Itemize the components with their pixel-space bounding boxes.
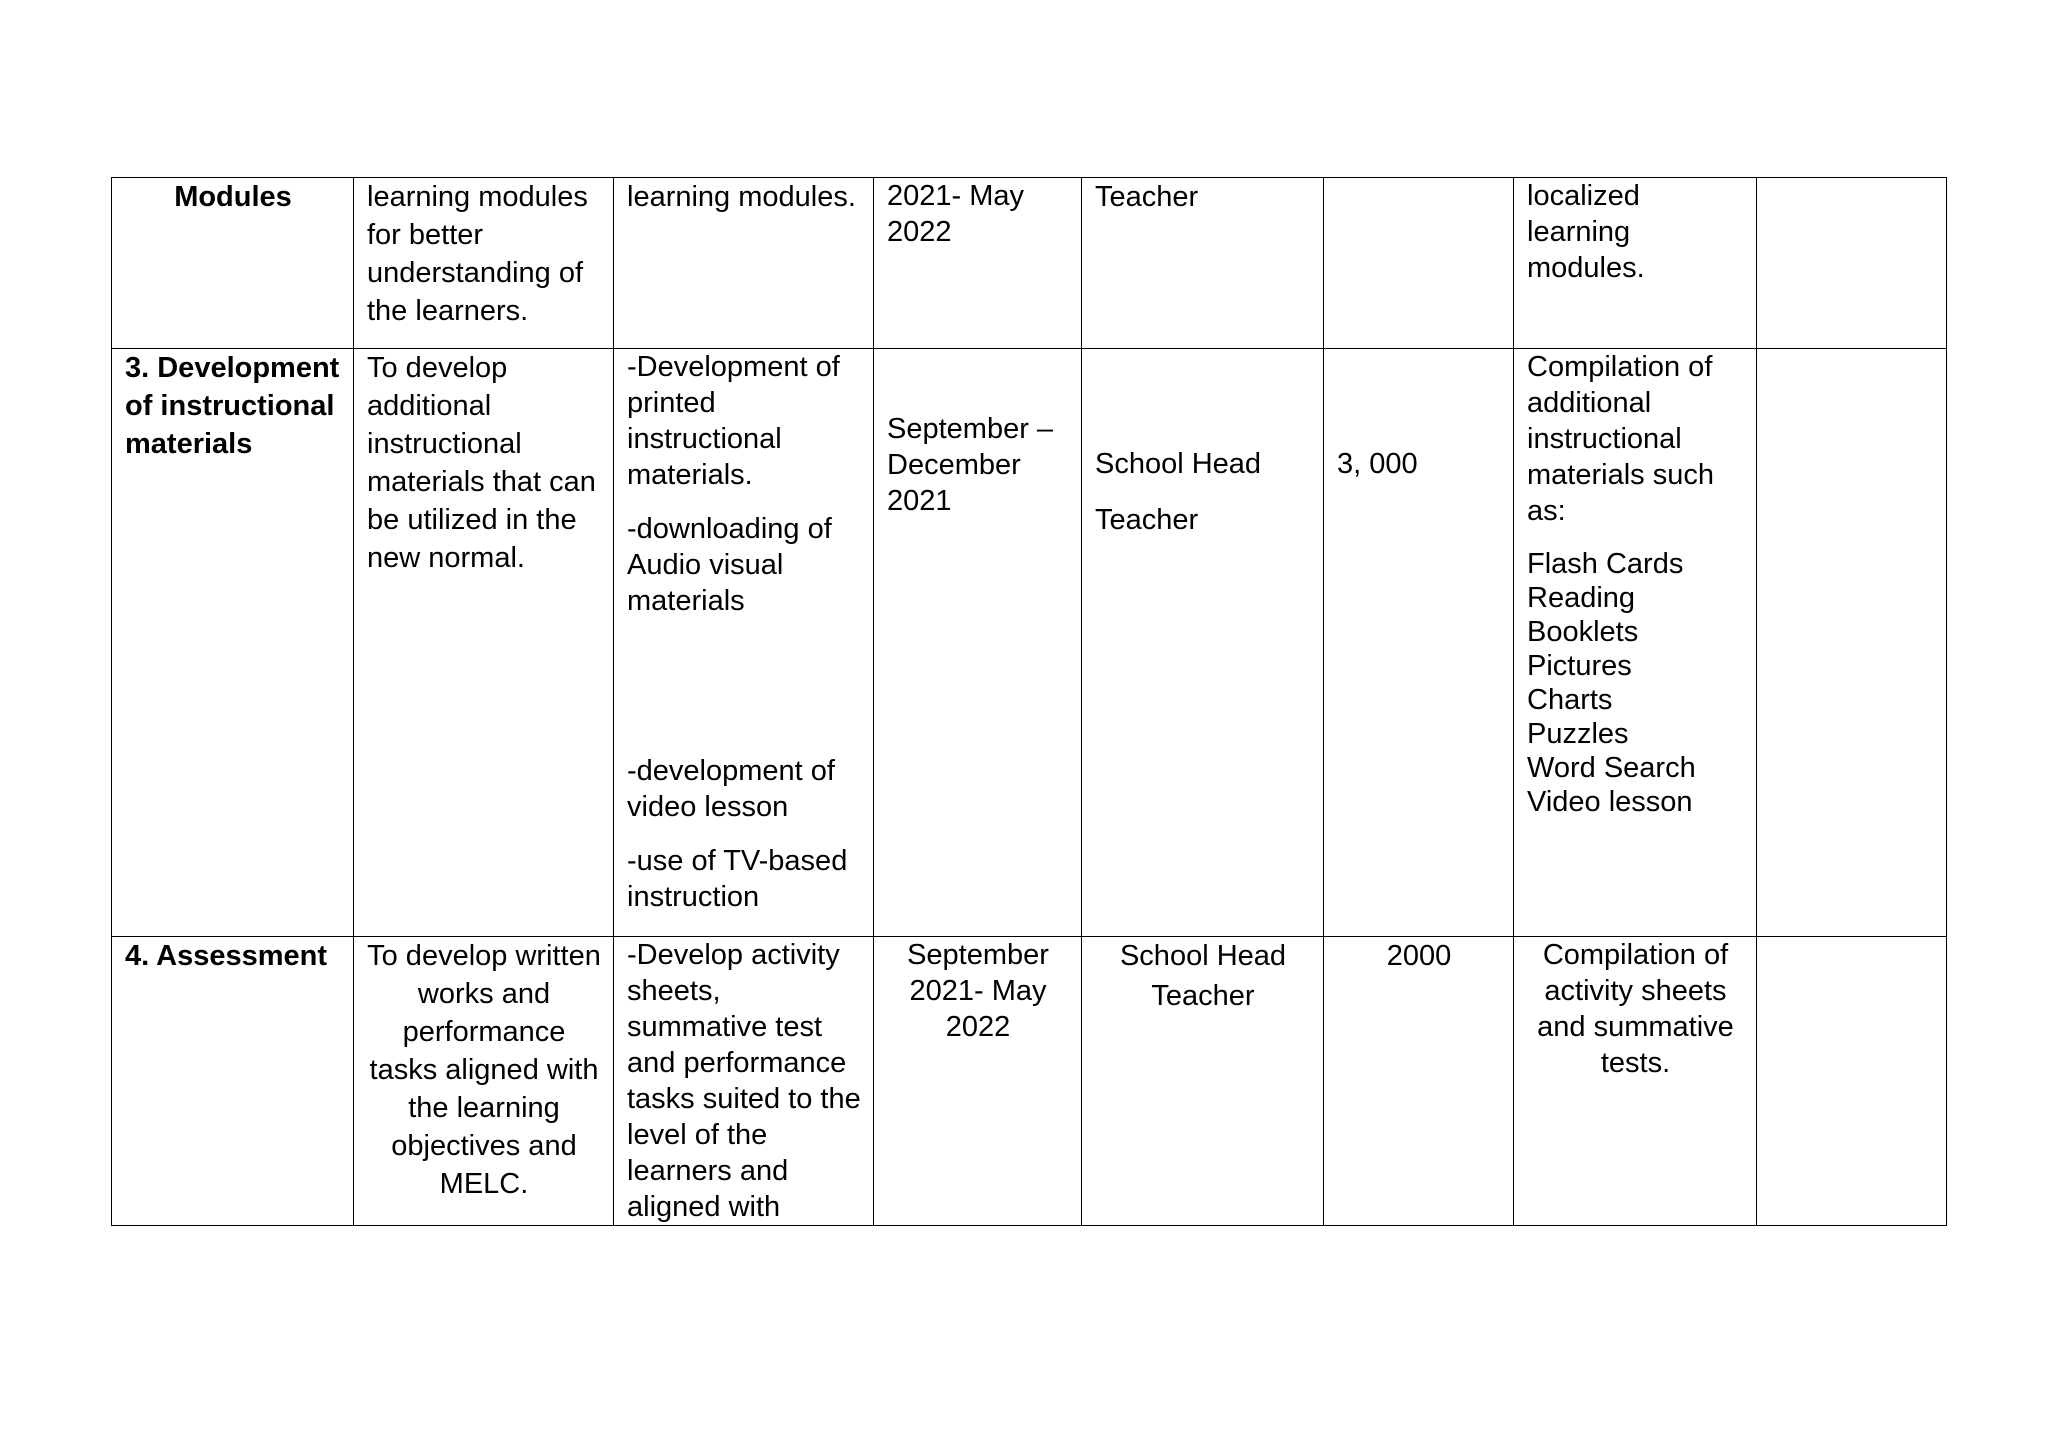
activity-cell: 3. Development of instructional materials [112,349,354,937]
activity-cell: Modules [112,178,354,349]
remarks-cell [1757,178,1947,349]
action-plan-table [111,177,1947,1226]
timeframe-cell: September – December 2021 [874,349,1082,937]
strategy-item: -Development of printed instructional materials. [627,351,840,491]
person-item: Teacher [1095,504,1199,536]
output-list-item: Reading Booklets [1527,582,1639,648]
budget-cell [1324,178,1514,349]
strategy-cell: -Develop activity sheets, summative test and performance tasks suited to the level of the learners and aligned with [614,937,874,1226]
strategy-item: -downloading of Audio visual materials [627,513,832,617]
output-cell [1514,349,1757,937]
output-list-item: Puzzles [1527,718,1629,750]
activity-cell: 4. Assessment [112,937,354,1226]
person-item: Teacher [1151,980,1255,1012]
objective-cell: To develop written works and performance tasks aligned with the learning objectives and MELC. [354,937,614,1226]
output-text: Compilation of additional instructional materials such as: [1527,351,1714,527]
output-cell: localized learning modules. [1514,178,1757,349]
objective-cell: learning modules for better understanding of the learners. [354,178,614,349]
strategy-item: -development of video lesson [627,755,835,823]
persons-cell [1082,937,1324,1226]
strategy-cell [614,349,874,937]
budget-cell: 3, 000 [1324,349,1514,937]
person-item: School Head [1095,448,1262,480]
persons-cell [1082,349,1324,937]
objective-cell: To develop additional instructional materials that can be utilized in the new normal. [354,349,614,937]
timeframe-cell: 2021- May 2022 [874,178,1082,349]
table-row [112,349,1947,937]
remarks-cell [1757,937,1947,1226]
output-list-item: Flash Cards [1527,548,1684,580]
persons-cell [1082,178,1324,349]
output-list-item: Word Search [1527,752,1696,784]
output-list-item: Charts [1527,684,1613,716]
person-item: Teacher [1095,181,1199,213]
strategy-cell: learning modules. [614,178,874,349]
person-item: School Head [1119,940,1287,972]
budget-cell: 2000 [1324,937,1514,1226]
timeframe-cell: September 2021- May 2022 [874,937,1082,1226]
output-list-item: Pictures [1527,650,1632,682]
table-row [112,937,1947,1226]
output-cell: Compilation of activity sheets and summative tests. [1514,937,1757,1226]
table-row [112,178,1947,349]
output-list-item: Video lesson [1527,786,1693,818]
strategy-item: -use of TV-based instruction [627,845,848,913]
remarks-cell [1757,349,1947,937]
